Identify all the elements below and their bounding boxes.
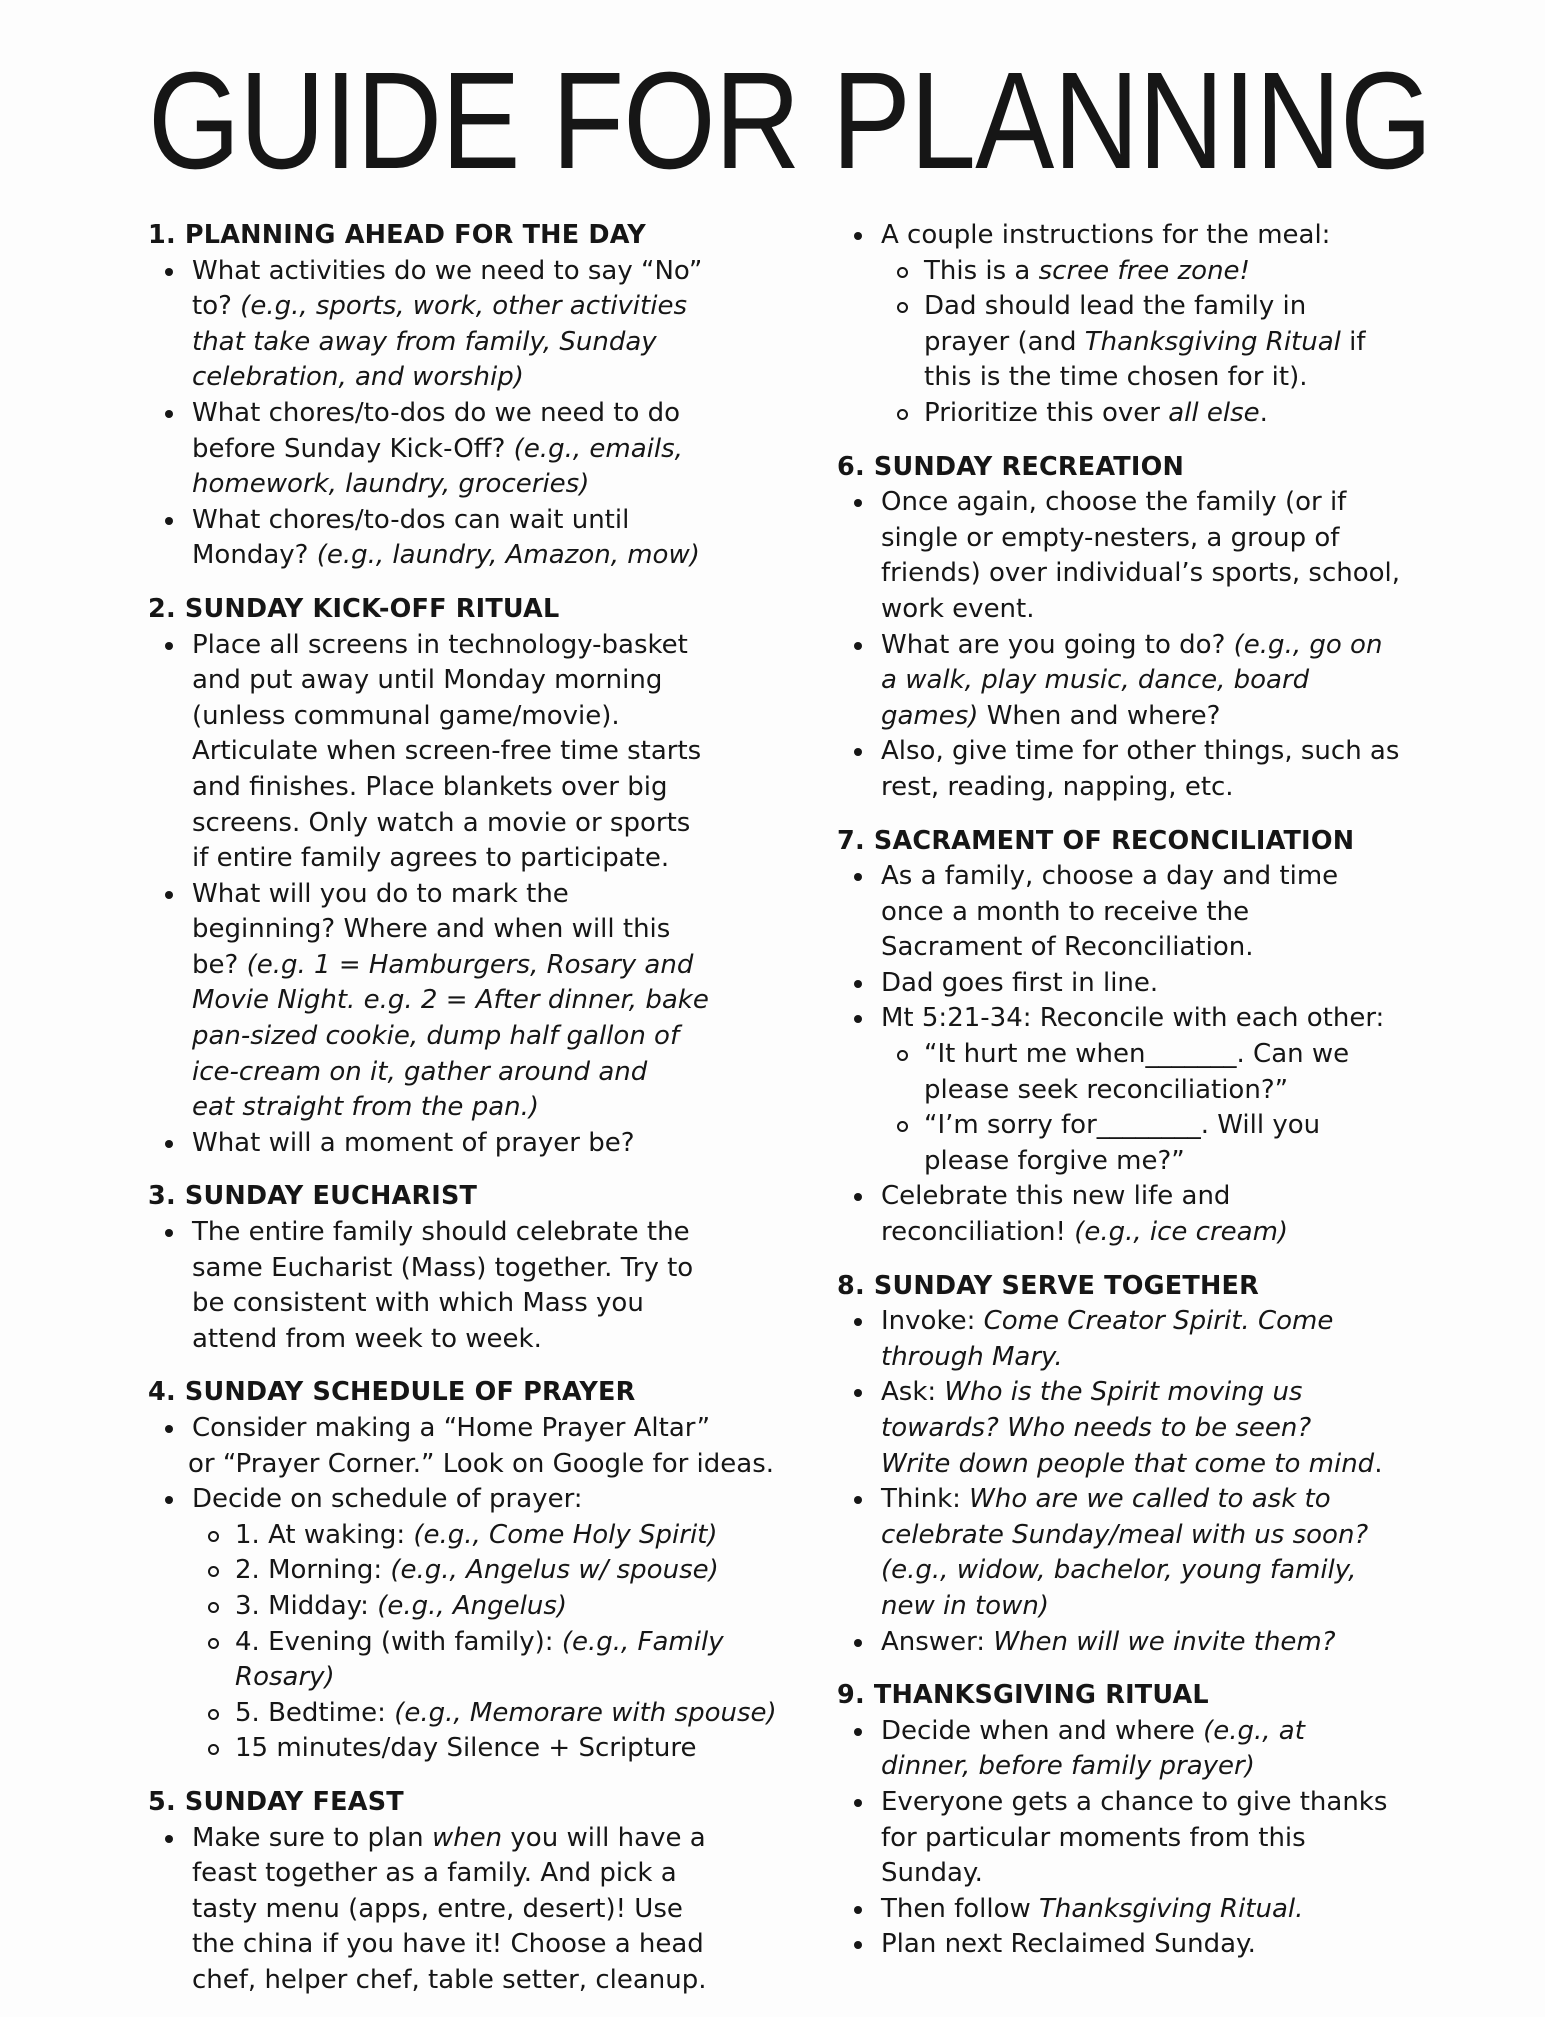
text: What chores/to-dos can wait until [192, 504, 630, 535]
section-sunday-feast-continued [837, 218, 1527, 432]
section-planning-ahead [148, 218, 828, 574]
emphasis-text: when [431, 1822, 503, 1853]
text: to? [192, 291, 241, 322]
example-text: pan-sized cookie, dump half gallon of [192, 1021, 680, 1052]
text: Prioritize this over [924, 397, 1169, 428]
section-heading: 9. THANKSGIVING RITUAL [837, 1680, 1209, 1711]
emphasis-text: When will we invite them? [993, 1626, 1336, 1657]
text: be? [192, 949, 247, 980]
text: 4. Evening (with family): [235, 1626, 562, 1657]
example-text: (e.g., Memorare with spouse) [394, 1697, 777, 1728]
section-heading: 2. SUNDAY KICK-OFF RITUAL [148, 593, 560, 624]
text: As a family, choose a day and time [881, 861, 1339, 892]
example-text: a walk, play music, dance, board [881, 665, 1310, 696]
bullet-list [148, 1215, 828, 1357]
example-text: new in town) [881, 1590, 1049, 1621]
section-schedule-of-prayer [148, 1375, 828, 1767]
text: once a month to receive the [881, 896, 1250, 927]
sub-list-item [881, 254, 1527, 290]
bullet-list [837, 1304, 1527, 1660]
sub-list-item [192, 1553, 828, 1589]
text: chef, helper chef, table setter, cleanup. [192, 1964, 707, 1995]
list-item [148, 396, 828, 503]
example-text: (e.g., laundry, Amazon, mow) [316, 540, 700, 571]
list-item [837, 1482, 1527, 1624]
text: this is the time chosen for it). [924, 362, 1308, 393]
bullet-list [837, 1714, 1527, 1963]
list-item [837, 485, 1527, 627]
text: and put away until Monday morning [192, 665, 663, 696]
text: same Eucharist (Mass) together. Try to [192, 1252, 694, 1283]
text: Think: [881, 1484, 970, 1515]
text: rest, reading, napping, etc. [881, 771, 1234, 802]
example-text: (e.g., emails, [513, 433, 683, 464]
list-item [837, 1714, 1527, 1785]
list-item [148, 877, 828, 1126]
list-item: Plan next Reclaimed Sunday. [837, 1927, 1527, 1963]
list-item [837, 1179, 1527, 1250]
bullet-list [837, 485, 1527, 805]
section-reconciliation [837, 824, 1527, 1251]
text: What chores/to-dos do we need to do [192, 397, 681, 428]
text: Monday? [192, 540, 317, 571]
emphasis-text: towards? Who needs to be seen? [881, 1413, 1312, 1443]
text: be consistent with which Mass you [192, 1288, 644, 1319]
list-item [148, 1411, 828, 1482]
emphasis-text: Come Creator Spirit. Come [983, 1306, 1334, 1337]
text: screens. Only watch a movie or sports [192, 807, 691, 838]
text: Ask: [881, 1377, 945, 1408]
text: The entire family should celebrate the [192, 1217, 690, 1248]
list-item: What will a moment of prayer be? [148, 1126, 828, 1162]
text: please seek reconciliation?” [924, 1074, 1289, 1105]
text: A couple instructions for the meal: [881, 220, 1331, 250]
list-item [837, 1785, 1527, 1892]
sub-list-item [881, 396, 1527, 432]
list-item: Dad goes first in line. [837, 966, 1527, 1002]
list-item [148, 628, 828, 877]
example-text: homework, laundry, groceries) [192, 469, 590, 500]
text: if entire family agrees to participate. [192, 843, 670, 874]
text: please forgive me?” [924, 1145, 1185, 1176]
text: and finishes. Place blankets over big [192, 771, 668, 802]
text: Mt 5:21-34: Reconcile with each other: [881, 1003, 1385, 1034]
text: or “Prayer Corner.” Look on Google for ideas. [188, 1448, 775, 1479]
example-text: Movie Night. e.g. 2 = After dinner, bake [192, 985, 709, 1016]
emphasis-text: through Mary. [881, 1341, 1063, 1372]
emphasis-text: Thanksgiving Ritual [1084, 326, 1341, 357]
example-text: (e.g., go on [1233, 629, 1383, 660]
bullet-list [148, 628, 828, 1162]
example-text: games) [881, 700, 979, 731]
section-serve-together [837, 1269, 1527, 1661]
sub-list-item: 15 minutes/day Silence + Scripture [192, 1731, 828, 1767]
text: Once again, choose the family (or if [881, 487, 1347, 518]
text: When and where? [978, 700, 1221, 731]
example-text: (e.g. 1 = Hamburgers, Rosary and [246, 949, 694, 980]
list-item [837, 1304, 1527, 1375]
bullet-list [148, 254, 828, 574]
text: Articulate when screen-free time starts [192, 736, 702, 767]
sub-list-item [881, 1108, 1527, 1179]
text: Consider making a “Home Prayer Altar” [192, 1413, 711, 1443]
section-recreation [837, 450, 1527, 806]
section-heading: 8. SUNDAY SERVE TOGETHER [837, 1270, 1259, 1301]
example-text: (e.g., sports, work, other activities [240, 291, 687, 322]
text: Celebrate this new life and [881, 1181, 1231, 1212]
emphasis-text: celebrate Sunday/meal with us soon? [881, 1519, 1369, 1550]
text: 1. At waking: [235, 1519, 414, 1550]
list-item [837, 1625, 1527, 1661]
emphasis-text: Thanksgiving Ritual. [1039, 1893, 1304, 1924]
text: single or empty-nesters, a group of [881, 522, 1340, 553]
section-heading: 4. SUNDAY SCHEDULE OF PRAYER [148, 1377, 636, 1408]
bullet-list [148, 1411, 828, 1767]
text: What activities do we need to say “No” [192, 255, 703, 286]
example-text: eat straight from the pan.) [192, 1092, 540, 1123]
list-item [148, 254, 828, 396]
example-text: (e.g., ice cream) [1074, 1217, 1289, 1248]
emphasis-text: scree free zone! [1038, 255, 1250, 286]
list-item [148, 503, 828, 574]
sub-list [881, 1037, 1527, 1179]
section-kick-off-ritual [148, 592, 828, 1162]
section-thanksgiving-ritual [837, 1678, 1527, 1963]
section-heading: 3. SUNDAY EUCHARIST [148, 1181, 478, 1212]
text: if [1340, 326, 1366, 357]
text: friends) over individual’s sports, school, [881, 558, 1401, 589]
bullet-list [148, 1821, 828, 1999]
list-item [837, 859, 1527, 966]
example-text: (e.g., Angelus) [377, 1590, 568, 1621]
text: attend from week to week. [192, 1323, 542, 1354]
sub-list-item [192, 1589, 828, 1625]
bullet-list [837, 859, 1527, 1251]
text: before Sunday Kick-Off? [192, 433, 514, 464]
text: . [1374, 1448, 1383, 1479]
list-item [148, 1821, 828, 1999]
emphasis-text: all else [1168, 397, 1260, 428]
list-item [837, 218, 1527, 432]
text: for particular moments from this [881, 1822, 1306, 1853]
section-sunday-feast [148, 1785, 828, 1999]
example-text: dinner, before family prayer) [881, 1751, 1255, 1782]
emphasis-text: Who is the Spirit moving us [944, 1377, 1303, 1408]
example-text: (e.g., widow, bachelor, young family, [881, 1555, 1357, 1586]
text: Make sure to plan [192, 1822, 432, 1853]
example-text: (e.g., Family Rosary) [235, 1626, 724, 1693]
list-item [148, 1215, 828, 1357]
text: 5. Bedtime: [235, 1697, 395, 1728]
sub-list-item [192, 1696, 828, 1732]
example-text: (e.g., at [1203, 1715, 1305, 1746]
list-item [837, 734, 1527, 805]
text: 3. Midday: [235, 1590, 378, 1621]
text: 2. Morning: [235, 1555, 391, 1586]
section-heading: 7. SACRAMENT OF RECONCILIATION [837, 825, 1355, 856]
example-text: ice-cream on it, gather around and [192, 1056, 648, 1087]
text: This is a [924, 255, 1039, 286]
text: Dad should lead the family in [924, 291, 1307, 322]
sub-list-item [881, 289, 1527, 396]
section-heading: 1. PLANNING AHEAD FOR THE DAY [148, 220, 646, 250]
text: What will you do to mark the [192, 878, 569, 909]
sub-list [881, 254, 1527, 432]
text: Also, give time for other things, such as [881, 736, 1400, 767]
text: work event. [881, 593, 1035, 624]
text: “It hurt me when_______. Can we [924, 1039, 1350, 1070]
text: . [1259, 397, 1268, 428]
example-text: celebration, and worship) [192, 362, 524, 393]
text: Invoke: [881, 1306, 984, 1337]
bullet-list [837, 218, 1527, 432]
left-column [148, 218, 828, 2017]
sub-list [192, 1518, 828, 1767]
text: beginning? Where and when will this [192, 914, 671, 945]
text: the china if you have it! Choose a head [192, 1929, 704, 1960]
example-text: that take away from family, Sunday [192, 326, 657, 357]
text: (unless communal game/movie). [192, 700, 620, 731]
sub-list-item [192, 1518, 828, 1554]
list-item [837, 1892, 1527, 1928]
example-text: (e.g., Angelus w/ spouse) [390, 1555, 719, 1586]
text: Decide on schedule of prayer: [192, 1484, 583, 1515]
text: you will have a [502, 1822, 706, 1853]
list-item [837, 628, 1527, 735]
sub-list-item [192, 1625, 828, 1696]
text: reconciliation! [881, 1217, 1075, 1248]
section-heading: 5. SUNDAY FEAST [148, 1786, 404, 1817]
page-title: GUIDE FOR PLANNING [148, 44, 1432, 198]
text: Everyone gets a chance to give thanks [881, 1786, 1388, 1817]
text: prayer (and [924, 326, 1085, 357]
text: Sacrament of Reconciliation. [881, 932, 1254, 963]
section-eucharist [148, 1179, 828, 1357]
text: Decide when and where [881, 1715, 1204, 1746]
list-item [837, 1375, 1527, 1482]
text: Place all screens in technology-basket [192, 629, 688, 660]
text: Answer: [881, 1626, 994, 1657]
text: Sunday. [881, 1858, 983, 1889]
emphasis-text: Who are we called to ask to [969, 1484, 1331, 1515]
text: “I’m sorry for________. Will you [924, 1110, 1321, 1141]
list-item [837, 1001, 1527, 1179]
example-text: (e.g., Come Holy Spirit) [413, 1519, 718, 1550]
section-heading: 6. SUNDAY RECREATION [837, 451, 1185, 482]
right-column [837, 218, 1527, 1981]
emphasis-text: Write down people that come to mind [881, 1448, 1375, 1479]
text: tasty menu (apps, entre, desert)! Use [192, 1893, 683, 1924]
list-item [148, 1482, 828, 1767]
text: What are you going to do? [881, 629, 1234, 660]
sub-list-item [881, 1037, 1527, 1108]
text: Then follow [881, 1893, 1040, 1924]
text: feast together as a family. And pick a [192, 1858, 677, 1889]
